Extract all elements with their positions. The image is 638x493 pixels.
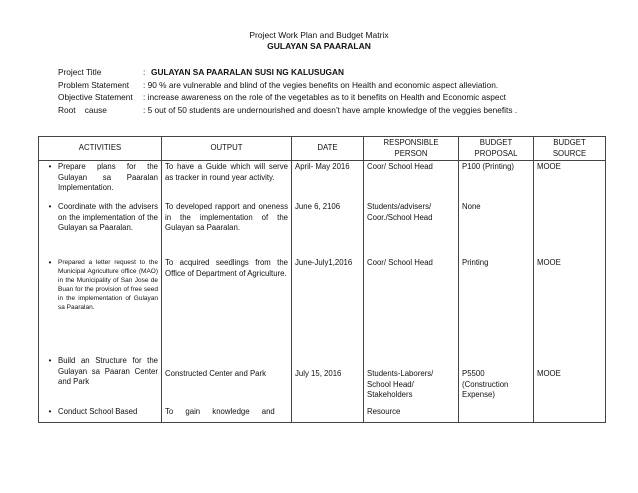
output-cell: Constructed Center and Park [162, 355, 292, 406]
budget-source-cell: MOOE [534, 161, 606, 202]
budget-source-cell: MOOE [534, 355, 606, 406]
date-cell: June-July1,2016 [292, 257, 364, 355]
bullet-icon: • [48, 202, 52, 211]
project-info [58, 66, 618, 116]
date-cell [292, 406, 364, 423]
output-cell: To have a Guide which will serve as tracker in round year activity. [162, 161, 292, 202]
activity-text: Build an Structure for the Gulayan sa Paaran Center and Park [58, 356, 158, 386]
document-subtitle: GULAYAN SA PAARALAN [267, 41, 371, 51]
info-row-root-cause [58, 104, 618, 117]
info-row-objective [58, 91, 618, 104]
table-row [39, 355, 606, 406]
budget-source-cell: MOOE [534, 257, 606, 355]
column-header-date: DATE [292, 137, 364, 161]
table-header-row [39, 137, 606, 161]
activity-text: Conduct School Based [58, 407, 138, 416]
column-header-budget-source: BUDGET SOURCE [534, 137, 606, 161]
bullet-icon: • [48, 407, 52, 416]
root-cause-value: : 5 out of 50 students are undernourished and doesn’t have ample knowledge of the veggies benefits . [143, 104, 518, 115]
info-label: Problem Statement [58, 79, 130, 90]
info-row-title [58, 66, 618, 79]
responsible-person-cell: Resource [364, 406, 459, 423]
budget-source-cell [534, 201, 606, 257]
budget-matrix-table [38, 136, 606, 423]
info-row-problem [58, 79, 618, 92]
column-header-budget-proposal: BUDGET PROPOSAL [459, 137, 534, 161]
budget-proposal-cell: P5500 (Construction Expense) [459, 355, 534, 406]
column-header-activities: ACTIVITIES [39, 137, 162, 161]
document-header [0, 30, 638, 52]
activity-cell [39, 257, 162, 355]
date-cell: April- May 2016 [292, 161, 364, 202]
date-cell: July 15, 2016 [292, 355, 364, 406]
activity-text: Prepare plans for the Gulayan sa Paaralan Implementation. [58, 162, 158, 192]
responsible-person-cell: Coor/ School Head [364, 257, 459, 355]
date-cell: June 6, 2106 [292, 201, 364, 257]
objective-statement-value: : increase awareness on the role of the vegetables as to it benefits on Health and Economic aspect [143, 92, 506, 102]
bullet-icon: • [48, 356, 52, 365]
activity-cell [39, 201, 162, 257]
table-row [39, 201, 606, 257]
output-cell: To developed rapport and oneness in the implementation of the Gulayan sa Paaralan. [162, 201, 292, 257]
budget-proposal-cell: P100 (Printing) [459, 161, 534, 202]
activity-cell [39, 406, 162, 423]
column-header-output: OUTPUT [162, 137, 292, 161]
budget-proposal-cell [459, 406, 534, 423]
output-cell: To acquired seedlings from the Office of Department of Agriculture. [162, 257, 292, 355]
activity-text: Coordinate with the advisers on the implementation of the Gulayan sa Paaralan. [58, 202, 158, 232]
info-label: Project Title [58, 67, 102, 77]
problem-statement-value: : 90 % are vulnerable and blind of the vegies benefits on Health and economic aspect alleviation. [143, 79, 499, 90]
budget-proposal-cell: Printing [459, 257, 534, 355]
output-cell: To gain knowledge and [162, 406, 292, 423]
column-header-responsible-person: RESPONSIBLE PERSON [364, 137, 459, 161]
responsible-person-cell: Students-Laborers/ School Head/ Stakeholders [364, 355, 459, 406]
table-row [39, 161, 606, 202]
budget-source-cell [534, 406, 606, 423]
responsible-person-cell: Students/advisers/ Coor./School Head [364, 201, 459, 257]
document-title: Project Work Plan and Budget Matrix [249, 30, 389, 40]
activity-text: Prepared a letter request to the Municipal Agriculture office (MAO) in the Municipality of San Jose de Buan for the provision of free seed in the implementation of Gulayan sa Paaralan. [58, 259, 158, 311]
info-label: Root cause [58, 104, 107, 115]
table-row [39, 257, 606, 355]
budget-proposal-cell: None [459, 201, 534, 257]
info-separator: : [143, 67, 146, 77]
responsible-person-cell: Coor/ School Head [364, 161, 459, 202]
activity-cell [39, 355, 162, 406]
project-title-value: GULAYAN SA PAARALAN SUSI NG KALUSUGAN [151, 67, 344, 77]
activity-cell [39, 161, 162, 202]
bullet-icon: • [48, 258, 52, 267]
bullet-icon: • [48, 162, 52, 171]
table-row [39, 406, 606, 423]
info-label: Objective Statement [58, 92, 133, 102]
